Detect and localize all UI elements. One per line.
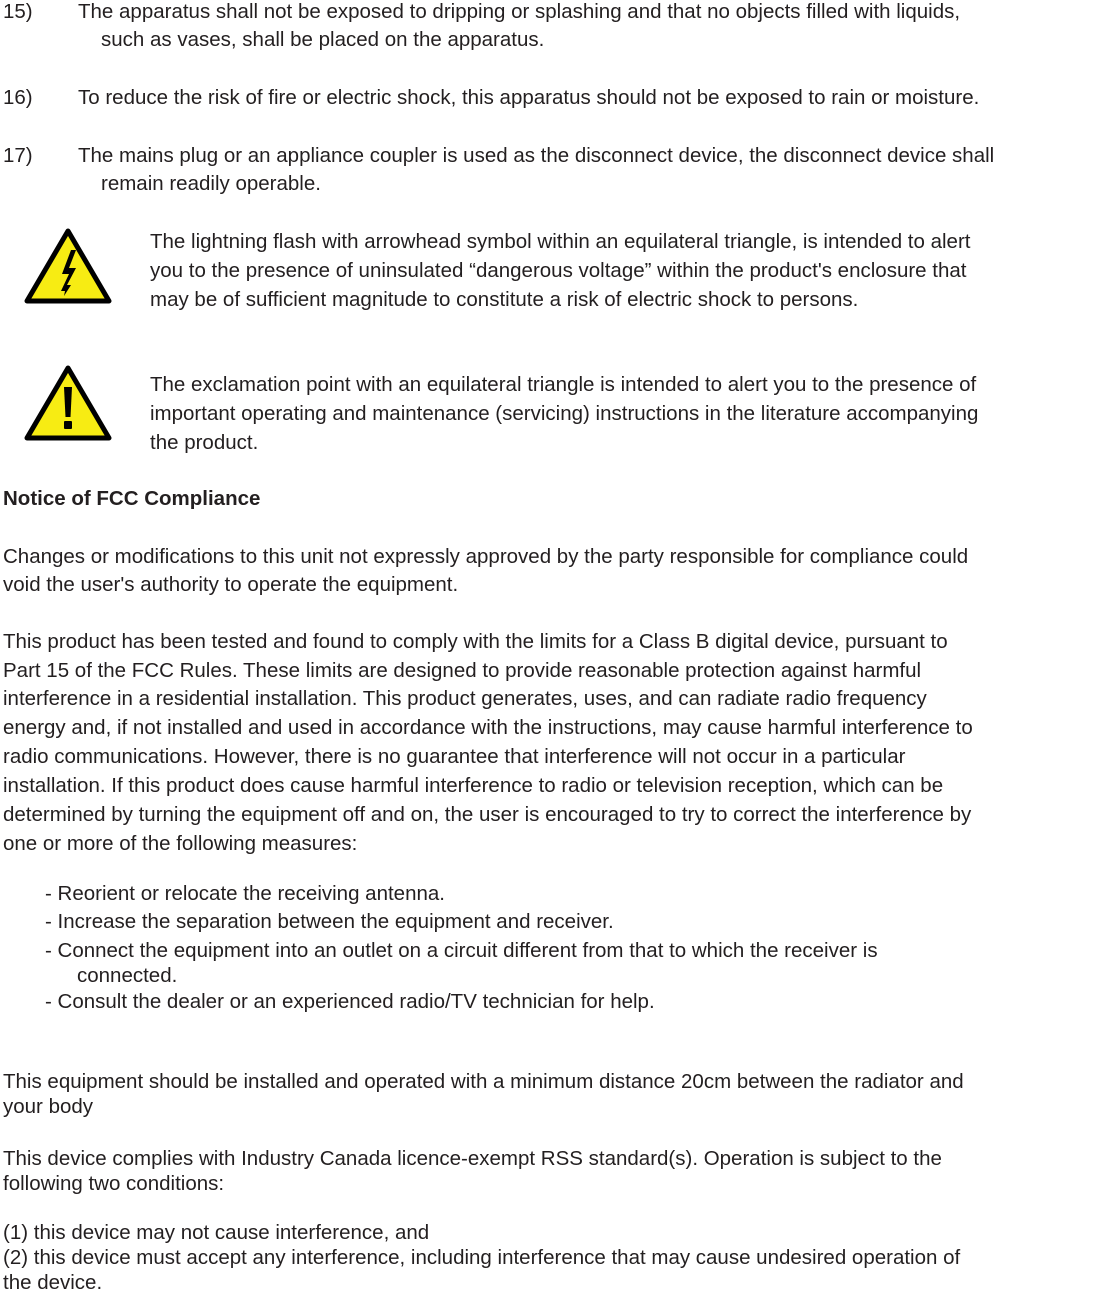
paragraph-line: energy and, if not installed and used in accordance with the instructions, may cause harmful interference to bbox=[3, 716, 973, 739]
symbol-text-line: the product. bbox=[150, 431, 259, 454]
exclamation-warning-icon bbox=[24, 365, 112, 441]
paragraph-line: Part 15 of the FCC Rules. These limits are designed to provide reasonable protection against harmful bbox=[3, 659, 922, 682]
list-item: - Reorient or relocate the receiving antenna. bbox=[45, 882, 445, 905]
paragraph-line: radio communications. However, there is no guarantee that interference will not occur in a particular bbox=[3, 745, 906, 768]
item-text-line: remain readily operable. bbox=[101, 172, 321, 195]
symbol-text-line: The exclamation point with an equilateral triangle is intended to alert you to the presence of bbox=[150, 373, 977, 396]
paragraph-line: one or more of the following measures: bbox=[3, 832, 358, 855]
list-item-continuation: connected. bbox=[77, 964, 178, 987]
item-number: 15) bbox=[3, 0, 33, 23]
symbol-text-line: may be of sufficient magnitude to constitute a risk of electric shock to persons. bbox=[150, 288, 859, 311]
symbol-text-line: you to the presence of uninsulated “dangerous voltage” within the product's enclosure that bbox=[150, 259, 967, 282]
symbol-text-line: The lightning flash with arrowhead symbol within an equilateral triangle, is intended to alert bbox=[150, 230, 971, 253]
paragraph-line: This product has been tested and found to comply with the limits for a Class B digital device, pursuant to bbox=[3, 630, 948, 653]
item-text-line: The mains plug or an appliance coupler is used as the disconnect device, the disconnect device shall bbox=[78, 144, 995, 167]
paragraph-line: installation. If this product does cause harmful interference to radio or television reception, which can be bbox=[3, 774, 944, 797]
condition-line: the device. bbox=[3, 1271, 103, 1294]
paragraph-line: determined by turning the equipment off and on, the user is encouraged to try to correct the interference by bbox=[3, 803, 972, 826]
item-number: 16) bbox=[3, 86, 33, 109]
item-text-line: To reduce the risk of fire or electric shock, this apparatus should not be exposed to rain or moisture. bbox=[78, 86, 980, 109]
item-number: 17) bbox=[3, 144, 33, 167]
paragraph-line: This device complies with Industry Canada licence-exempt RSS standard(s). Operation is subject to the bbox=[3, 1147, 942, 1170]
item-text-line: The apparatus shall not be exposed to dripping or splashing and that no objects filled with liquids, bbox=[78, 0, 961, 23]
list-item: - Connect the equipment into an outlet on a circuit different from that to which the receiver is bbox=[45, 939, 878, 962]
condition-line: (1) this device may not cause interference, and bbox=[3, 1221, 430, 1244]
condition-line: (2) this device must accept any interference, including interference that may cause undesired operation of bbox=[3, 1246, 961, 1269]
paragraph-line: Changes or modifications to this unit not expressly approved by the party responsible for compliance could bbox=[3, 545, 969, 568]
lightning-warning-icon bbox=[24, 228, 112, 304]
item-text-line: such as vases, shall be placed on the apparatus. bbox=[101, 28, 545, 51]
paragraph-line: interference in a residential installation. This product generates, uses, and can radiate radio frequency bbox=[3, 687, 927, 710]
paragraph-line: your body bbox=[3, 1095, 94, 1118]
list-item: - Consult the dealer or an experienced radio/TV technician for help. bbox=[45, 990, 655, 1013]
fcc-heading: Notice of FCC Compliance bbox=[3, 487, 261, 510]
symbol-text-line: important operating and maintenance (servicing) instructions in the literature accompanying bbox=[150, 402, 979, 425]
paragraph-line: following two conditions: bbox=[3, 1172, 225, 1195]
list-item: - Increase the separation between the equipment and receiver. bbox=[45, 910, 614, 933]
paragraph-line: This equipment should be installed and operated with a minimum distance 20cm between the radiator and bbox=[3, 1070, 964, 1093]
paragraph-line: void the user's authority to operate the equipment. bbox=[3, 573, 459, 596]
